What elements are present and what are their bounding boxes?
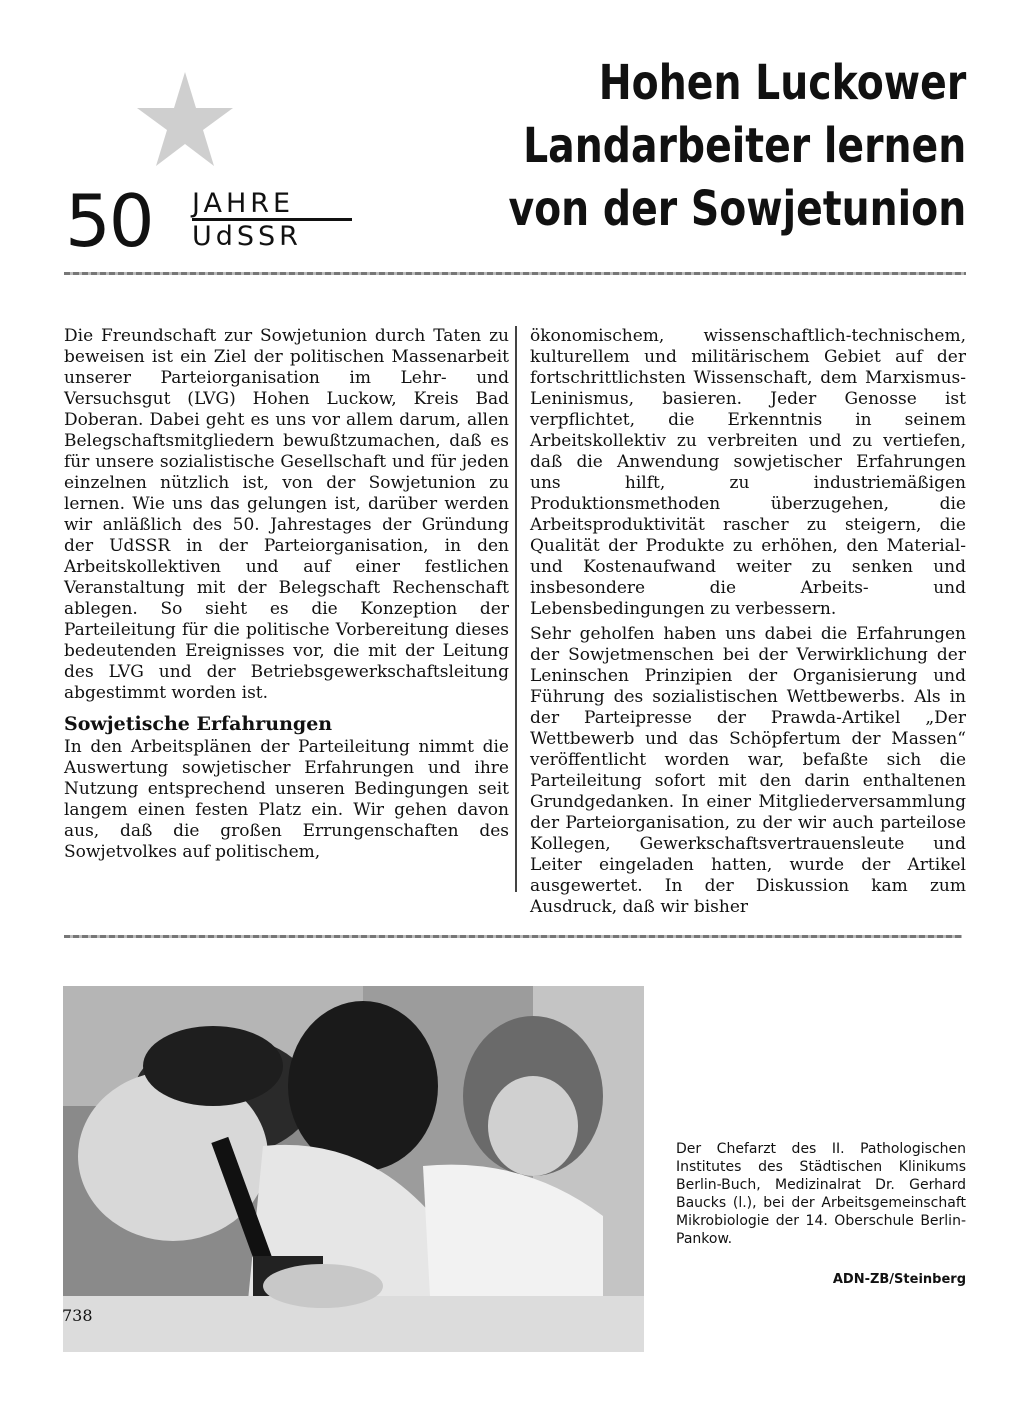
article-subheading: Sowjetische Erfahrungen: [64, 713, 333, 735]
headline-line-2: Landarbeiter lernen: [522, 118, 966, 174]
photo-microscope-scene: [63, 986, 644, 1352]
photo-credit: ADN-ZB/Steinberg: [832, 1272, 966, 1287]
headline-line-1: Hohen Luckower: [598, 55, 966, 111]
header-divider: [64, 272, 966, 275]
article-column-right: [530, 326, 966, 918]
anniversary-word-jahre: JAHRE: [192, 190, 352, 221]
page-number: 738: [62, 1306, 93, 1325]
headline-line-3: von der Sowjetunion: [508, 181, 966, 237]
photo-divider: [64, 935, 962, 938]
article-column-left: [64, 326, 509, 863]
article-paragraph: Die Freundschaft zur Sowjetunion durch Taten zu beweisen ist ein Ziel der politischen Massenarbeit unserer Parteiorganisation im Lehr- und Versuchsgut (LVG) Hohen Luckow, Kreis Bad Doberan. Dabei geht es uns vor allem darum, allen Belegschaftsmitgliedern bewußtzumachen, daß es für unsere sozialistische Gesellschaft und für jeden einzelnen nützlich ist, von der Sowjetunion zu lernen. Wie uns das gelungen ist, darüber werden wir anläßlich des 50. Jahrestages der Gründung der UdSSR in der Parteiorganisation, in den Arbeitskollektiven und auf einer festlichen Veranstaltung mit der Belegschaft Rechenschaft ablegen. So sieht es die Konzeption der Parteileitung für die politische Vorbereitung dieses bedeutenden Ereignisses vor, die mit der Leitung des LVG und der Betriebsgewerkschaftsleitung abgestimmt worden ist.: [64, 326, 509, 703]
anniversary-word-udssr: UdSSR: [192, 221, 302, 252]
article-paragraph: Sehr geholfen haben uns dabei die Erfahrungen der Sowjetmenschen bei der Verwirklichung der Leninschen Prinzipien der Organisierung und Führung des sozialistischen Wettbewerbs. Als in der Parteipresse der Prawda-Artikel „Der Wettbewerb und das Schöpfertum der Massen“ veröffentlicht worden war, befaßte sich die Parteileitung sofort mit den darin enthaltenen Grundgedanken. In einer Mitgliederversammlung der Parteiorganisation, zu der wir auch parteilose Kollegen, Gewerkschaftsvertrauensleute und Leiter eingeladen hatten, wurde der Artikel ausgewertet. In der Diskussion kam zum Ausdruck, daß wir bisher: [530, 624, 966, 917]
star-icon: [135, 70, 235, 170]
article-headline: [508, 52, 966, 241]
article-paragraph: ökonomischem, wissenschaftlich-technischem, kulturellem und militärischem Gebiet auf der fortschrittlichsten Wissenschaft, dem Marxismus-Leninismus, basieren. Jeder Genosse ist verpflichtet, die Erkenntnis in seinem Arbeitskollektiv zu verbreiten und zu vertiefen, daß die Anwendung sowjetischer Erfahrungen uns hilft, zu industriemäßigen Produktionsmethoden überzugehen, die Arbeitsproduktivität rascher zu steigern, die Qualität der Produkte zu erhöhen, den Material- und Kostenaufwand weiter zu senken und insbesondere die Arbeits- und Lebensbedingungen zu verbessern.: [530, 326, 966, 619]
anniversary-number: 50: [65, 179, 153, 263]
anniversary-label: [192, 190, 352, 250]
column-divider: [515, 326, 517, 892]
article-paragraph: In den Arbeitsplänen der Parteileitung nimmt die Auswertung sowjetischer Erfahrungen und ihre Nutzung entsprechend unseren Bedingungen seit langem einen festen Platz ein. Wir gehen davon aus, daß die großen Errungenschaften des Sowjetvolkes auf politischem,: [64, 737, 509, 862]
photo-caption: Der Chefarzt des II. Pathologischen Institutes des Städtischen Klinikums Berlin-Buch, Medizinalrat Dr. Gerhard Baucks (l.), bei der Arbeitsgemeinschaft Mikrobiologie der 14. Oberschule Berlin-Pankow.: [676, 1141, 966, 1247]
